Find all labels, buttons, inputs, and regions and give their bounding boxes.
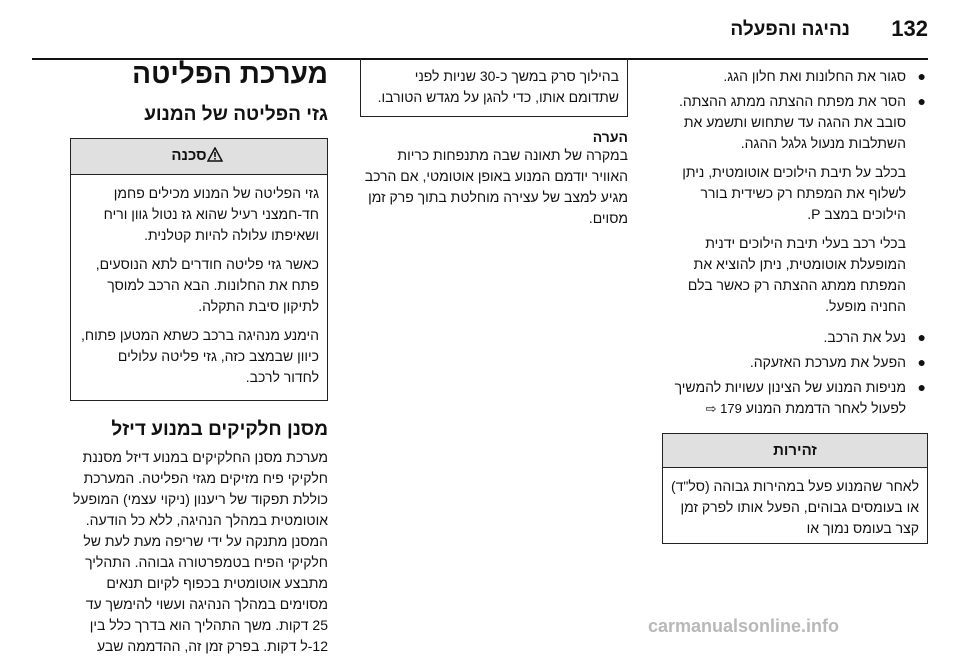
middle-column <box>360 58 628 229</box>
list-item-text: הסר את מפתח ההצתה ממתג ההצתה. סובב את ההגה עד שתחוש ותשמע את השתלבות מנעול גלגל ההגה. <box>678 93 906 151</box>
bullet-list-top <box>662 66 928 317</box>
warning-triangle-icon <box>207 147 223 166</box>
danger-body <box>71 175 327 400</box>
list-item-subtext: בכלב על תיבת הילוכים אוטומטית, ניתן לשלוף את המפתח רק כשידית בורר הילוכים במצב P. <box>682 164 906 222</box>
danger-paragraph: גזי הפליטה של המנוע מכילים פחמן חד-חמצני רעיל שהוא גז נטול גוון וריח ושאיפתו עלולה להיות קטלנית. <box>103 185 319 243</box>
list-item-text: נעל את הרכב. <box>823 329 906 345</box>
list-item <box>662 66 928 87</box>
danger-paragraph: כאשר גזי פליטה חודרים לתא הנוסעים, פתח את החלונות. הבא הרכב למוסך לתיקון סיבת התקלה. <box>95 256 319 314</box>
list-item-text-main: מניפות המנוע של הצינון עשויות להמשיך לפעול לאחר הדממת המנוע <box>674 379 906 416</box>
list-item-text: סגור את החלונות ואת חלון הגג. <box>723 68 906 84</box>
bullet-icon: ● <box>917 93 926 109</box>
note-title: הערה <box>592 129 628 145</box>
caution-text: לאחר שהמנוע פעל במהירות גבוהה (סל"ד) או בעומסים גבוהים, הפעל אותו לפרק זמן קצר בעומס נמוך או <box>670 478 919 536</box>
bullet-icon: ● <box>917 354 926 370</box>
bullet-list-bottom <box>662 327 928 419</box>
page-number: 132 <box>891 16 928 41</box>
left-column <box>70 58 328 657</box>
list-item <box>662 91 928 317</box>
note-text: במקרה של תאונה שבה מתנפחות כריות האוויר יודמם המנוע באופן אוטומטי, אם הרכב מגיע למצב של עצירה מוחלטת בתוך פרק זמן מסוים. <box>364 147 628 226</box>
bullet-icon: ● <box>917 68 926 84</box>
section-title: מערכת הפליטה <box>132 58 328 89</box>
danger-box <box>70 138 328 401</box>
page-header <box>0 14 960 54</box>
danger-title: סכנה <box>171 147 207 164</box>
list-item <box>662 352 928 373</box>
danger-header <box>71 139 327 175</box>
subsection-title: גזי הפליטה של המנוע <box>144 104 328 125</box>
caution-continuation-text: בהילוך סרק במשך כ-30 שניות לפני שתדומם אותו, כדי להגן על מגדש הטורבו. <box>377 68 619 105</box>
list-item <box>662 377 928 419</box>
list-item-subtext: בכלי רכב בעלי תיבת הילוכים ידנית המופעלת אוטומטית, ניתן להוציא את המפתח ממתג ההצתה רק כאשר בלם החניה מופעל. <box>687 235 906 314</box>
section-name: נהיגה והפעלה <box>730 19 850 40</box>
caution-title: זהירות <box>663 434 927 468</box>
bullet-icon: ● <box>917 379 926 395</box>
caution-box <box>662 433 928 544</box>
watermark: carmanualsonline.info <box>648 616 840 636</box>
subsection-title-2: מסנן חלקיקים במנוע דיזל <box>111 419 328 440</box>
page-reference-link[interactable]: 179 ⇨ <box>705 401 742 416</box>
caution-box-continuation <box>360 58 628 117</box>
danger-paragraph: הימנע מנהיגה ברכב כשתא המטען פתוח, כיוון שבמצב כזה, גזי פליטה עלולים לחדור לרכב. <box>81 327 319 385</box>
right-column <box>662 58 928 544</box>
bullet-icon: ● <box>917 329 926 345</box>
list-item-text <box>662 377 906 419</box>
body-paragraph: מערכת מסנן החלקיקים במנוע דיזל מסננת חלקיקי פיח מזיקים מגזי הפליטה. המערכת כוללת תפקוד של ריענון (ניקוי עצמי) המופעל אוטומטית במהלך הנהיגה, ללא כל הודעה. המסנן מתנקה על ידי שריפה מעת לעת של חלקיקי הפיח בטמפרטורה גבוהה. התהליך מתבצע אוטומטית בכפוף לקיום תנאים מסוימים במהלך הנהיגה ועשוי להימשך עד 25 דקות. משך התהליך הוא בדרך כלל בין 12-ל דקות. בפרק זמן זה, ההדממה שבע <box>72 449 328 654</box>
list-item-text: הפעל את מערכת האזעקה. <box>749 354 906 370</box>
list-item <box>662 327 928 348</box>
